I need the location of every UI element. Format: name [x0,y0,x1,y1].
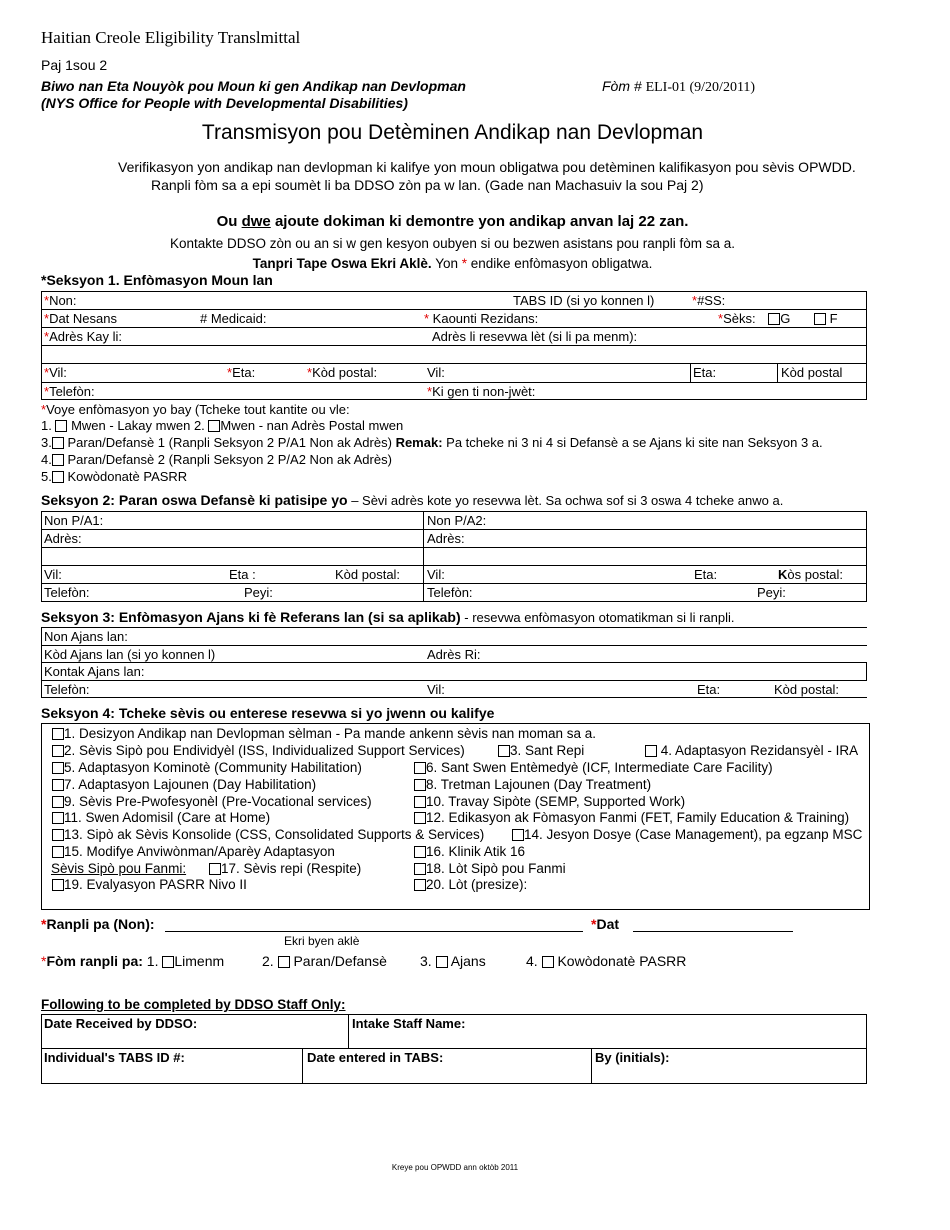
date-label [591,916,619,932]
form-code: ELI-01 (9/20/2011) [645,80,756,95]
agency-phone-field[interactable]: Telefòn: [44,682,90,697]
pa2-name-field[interactable]: Non P/A2: [427,513,487,528]
service-19-checkbox[interactable] [52,879,64,891]
asterisk: * [227,365,233,380]
home-address-field[interactable] [44,329,122,344]
filler-1-label: Limenm [174,953,225,969]
pa2-country-field[interactable]: Peyi: [757,585,786,600]
service-18-label: 18. Lòt Sipò pou Fanmi [426,861,566,876]
pa2-phone-field[interactable]: Telefòn: [427,585,473,600]
filler-4-number: 4. [526,953,542,969]
service-15-checkbox[interactable] [52,846,64,858]
send-option-4 [41,452,392,467]
opt1-label: Mwen - Lakay mwen [71,418,191,433]
completed-by-label [41,916,155,932]
service-11-checkbox[interactable] [52,812,64,824]
service-16 [414,844,525,859]
agency-state-field[interactable]: Eta: [697,682,721,697]
service-7 [52,777,316,792]
service-12-checkbox[interactable] [414,812,426,824]
service-1-checkbox[interactable] [52,728,64,740]
asterisk: * [41,916,47,932]
service-5-checkbox[interactable] [52,762,64,774]
service-6-checkbox[interactable] [414,762,426,774]
mail-city-field[interactable]: Vil: [427,365,445,380]
filler-4-label: Kowòdonatè PASRR [553,953,687,969]
opt5-label: Kowòdonatè PASRR [67,469,188,484]
pa2-zip-field[interactable] [778,567,843,582]
family-support-text: Sèvis Sipò pou Fanmi: [51,861,187,876]
opt5-checkbox[interactable] [52,471,64,483]
section4-title: Seksyon 4: Tcheke sèvis ou enterese resevwa si yo jwenn ou kalifye [41,705,495,721]
intake-staff-field[interactable]: Intake Staff Name: [352,1016,466,1031]
service-12 [414,810,849,825]
completed-by-text: Ranpli pa (Non): [46,916,155,932]
tabs-id-staff-field[interactable]: Individual's TABS ID #: [44,1050,185,1065]
pa1-address-field[interactable]: Adrès: [44,531,82,546]
service-1-label: 1. Desizyon Andikap nan Devlopman sèlman - Pa mande ankenn sèvis nan moman sa a. [64,726,597,741]
asterisk: * [718,311,724,326]
county-label: Kaounti Rezidans: [429,311,539,326]
service-13-label: 13. Sipò ak Sèvis Konsolide (CSS, Consolidated Supports & Services) [64,827,485,842]
filler-1-checkbox[interactable] [162,956,174,968]
phone-field[interactable] [44,384,95,399]
sex-female-checkbox[interactable] [814,313,826,325]
agency-name-field[interactable]: Non Ajans lan: [44,629,128,644]
service-4-label: 4. Adaptasyon Rezidansyèl - IRA [657,743,859,758]
service-14-label: 14. Jesyon Dosye (Case Management), pa egzanp MSC [524,827,863,842]
section2-note: – Sèvi adrès kote yo resevwa lèt. Sa ochwa sof si 3 oswa 4 tcheke anwo a. [347,493,784,508]
opt2-label: Mwen - nan Adrès Postal mwen [220,418,404,433]
section2-title [41,492,783,508]
notice-post: ajoute dokiman ki demontre yon andikap anvan laj 22 zan. [270,213,689,230]
city-label: Vil: [49,365,67,380]
zip-field[interactable] [307,365,377,380]
medicaid-field[interactable]: # Medicaid: [200,311,267,326]
pa1-state-field[interactable]: Eta : [229,567,256,582]
print-instructions [0,256,905,271]
service-2 [52,743,465,758]
print-post: endike enfòmasyon obligatwa. [467,256,653,271]
form-number [602,78,755,96]
section1-title [41,272,273,288]
agency-address-field[interactable]: Adrès Ri: [427,647,481,662]
opt3-label: Paran/Defansè 1 (Ranpli Seksyon 2 P/A1 Non ak Adrès) [67,435,392,450]
service-16-label: 16. Klinik Atik 16 [426,844,526,859]
service-7-label: 7. Adaptasyon Lajounen (Day Habilitation) [64,777,317,792]
sex-male-checkbox[interactable] [768,313,780,325]
sex-female-label: F [829,311,838,326]
service-4 [645,743,858,758]
notice-pre: Ou [216,213,242,230]
asterisk: * [591,916,597,932]
section1-title-text: Seksyon 1. Enfòmasyon Moun lan [46,272,273,288]
send-info-text: Voye enfòmasyon yo bay (Tcheke tout kantite ou vle: [46,402,350,417]
home-address-label: Adrès Kay li: [49,329,123,344]
service-15-label: 15. Modifye Anviwònman/Aparèy Adaptasyon [64,844,335,859]
service-3-label: 3. Sant Repi [510,743,585,758]
service-1 [52,726,596,741]
pa2-zip-label: òs postal: [787,567,844,582]
asterisk: * [41,402,47,417]
section3-title [41,609,734,625]
intro-line1: Verifikasyon yon andikap nan devlopman ki kalifye yon moun obligatwa pou detèminen kalifikasyon pou sèvis OPWDD. [118,159,856,175]
service-4-checkbox[interactable] [645,745,657,757]
form-completed-by [41,953,224,969]
service-18-checkbox[interactable] [414,863,426,875]
nickname-label: Ki gen ti non-jwèt: [432,384,536,399]
service-17-label: 17. Sèvis repi (Respite) [221,861,362,876]
birthdate-field[interactable] [44,311,117,326]
print-clearly-note: Ekri byen aklè [284,934,360,948]
filler-3-number: 3. [420,953,436,969]
opt1-checkbox[interactable] [55,420,67,432]
service-6 [414,760,773,775]
service-3-checkbox[interactable] [498,745,510,757]
ss-field[interactable] [692,293,725,308]
opt4-checkbox[interactable] [52,454,64,466]
asterisk: * [427,384,433,399]
office-line1: Biwo nan Eta Nouyòk pou Moun ki gen Andikap nan Devlopman [41,78,466,94]
family-support-label [51,861,186,876]
service-9-checkbox[interactable] [52,796,64,808]
service-14 [512,827,862,842]
pa2-address-field[interactable]: Adrès: [427,531,465,546]
county-field[interactable] [424,311,538,326]
agency-city-field[interactable]: Vil: [427,682,445,697]
send-option-3 [41,435,823,450]
service-17 [209,861,361,876]
form-completed-by-label: Fòm ranpli pa: [46,953,143,969]
filler-2-label: Paran/Defansè [289,953,387,969]
opt4-number: 4. [41,452,52,467]
date-entered-field[interactable]: Date entered in TABS: [307,1050,444,1065]
service-5-label: 5. Adaptasyon Kominotè (Community Habilitation) [64,760,362,775]
service-9 [52,794,372,809]
service-10-checkbox[interactable] [414,796,426,808]
service-17-checkbox[interactable] [209,863,221,875]
ddso-section-title: Following to be completed by DDSO Staff Only: [41,997,346,1012]
pa2-zip-k: K [778,567,788,582]
send-option-1-2 [41,418,403,433]
service-8-label: 8. Tretman Lajounen (Day Treatment) [426,777,652,792]
completed-by-line[interactable] [165,931,583,932]
name-label: Non: [49,293,77,308]
agency-contact-field[interactable]: Kontak Ajans lan: [44,664,145,679]
pa1-zip-field[interactable]: Kòd postal: [335,567,401,582]
service-13-checkbox[interactable] [52,829,64,841]
documentation-notice [0,213,905,230]
service-6-label: 6. Sant Swen Entèmedyè (ICF, Intermediate Care Facility) [426,760,773,775]
mail-zip-field[interactable]: Kòd postal [781,365,843,380]
pa1-phone-field[interactable]: Telefòn: [44,585,90,600]
asterisk: * [44,293,50,308]
office-line2: (NYS Office for People with Developmental Disabilities) [41,95,408,111]
filler-3-checkbox[interactable] [436,956,448,968]
sex-label: Sèks: [723,311,756,326]
asterisk: * [424,311,430,326]
pa2-state-field[interactable]: Eta: [694,567,718,582]
zip-label: Kòd postal: [312,365,378,380]
birthdate-label: Dat Nesans [49,311,117,326]
send-info-label [41,402,350,417]
service-3 [498,743,584,758]
service-2-label: 2. Sèvis Sipò pou Endividyèl (ISS, Individualized Support Services) [64,743,465,758]
mailing-address-field[interactable]: Adrès li resevwa lèt (si li pa menm): [432,329,638,344]
section2-title-text: Seksyon 2: Paran oswa Defansè ki patisipe yo [41,492,348,508]
send-option-5 [41,469,187,484]
sex-male-label: G [780,311,791,326]
service-7-checkbox[interactable] [52,779,64,791]
asterisk: * [44,365,50,380]
section1-asterisk: * [41,272,47,288]
service-20-checkbox[interactable] [414,879,426,891]
state-field[interactable] [227,365,255,380]
filler-3 [420,953,486,969]
contact-line: Kontakte DDSO zòn ou an si w gen kesyon oubyen si ou bezwen asistans pou ranpli fòm sa a. [169,236,736,251]
ss-label: #SS: [697,293,726,308]
opt3-number: 3. [41,435,52,450]
pa1-name-field[interactable]: Non P/A1: [44,513,104,528]
opt4-label: Paran/Defansè 2 (Ranpli Seksyon 2 P/A2 Non ak Adrès) [67,452,392,467]
service-18 [414,861,566,876]
footer-note: Kreye pou OPWDD ann oktòb 2011 [391,1163,519,1172]
opt5-number: 5. [41,469,52,484]
intro-line2: Ranpli fòm sa a epi soumèt li ba DDSO zòn pa w lan. (Gade nan Machasuiv la sou Paj 2) [151,177,704,193]
phone-label: Telefòn: [49,384,95,399]
service-14-checkbox[interactable] [512,829,524,841]
agency-code-field[interactable]: Kòd Ajans lan (si yo konnen l) [44,647,216,662]
section3-title-text: Seksyon 3: Enfòmasyon Ajans ki fè Referans lan (si sa aplikab) [41,609,461,625]
nickname-field[interactable] [427,384,535,399]
tabs-id-field[interactable]: TABS ID (si yo konnen l) [513,293,655,308]
date-line[interactable] [633,931,793,932]
form-label: Fòm # [602,78,642,94]
filler-3-label: Ajans [447,953,486,969]
date-received-field[interactable]: Date Received by DDSO: [44,1016,198,1031]
service-19 [52,877,247,892]
remark-label: Remak: [395,435,443,450]
sex-field [718,311,838,326]
filler-2 [262,953,387,969]
initials-field[interactable]: By (initials): [595,1050,670,1065]
opt2-checkbox[interactable] [208,420,220,432]
asterisk: * [44,311,50,326]
filler-2-checkbox[interactable] [278,956,290,968]
print-pre: Yon [431,256,462,271]
filler-1-number: 1. [142,953,163,969]
page-number: Paj 1sou 2 [41,57,108,73]
name-field[interactable] [44,293,77,308]
service-8 [414,777,651,792]
service-20 [414,877,527,892]
service-9-label: 9. Sèvis Pre-Pwofesyonèl (Pre-Vocational services) [64,794,372,809]
service-2-checkbox[interactable] [52,745,64,757]
service-12-label: 12. Edikasyon ak Fòmasyon Fanmi (FET, Family Education & Training) [426,810,850,825]
pa2-city-field[interactable]: Vil: [427,567,445,582]
pa1-country-field[interactable]: Peyi: [244,585,273,600]
eligibility-title: Haitian Creole Eligibility Translmittal [41,28,301,47]
notice-must: dwe [241,213,271,230]
service-15 [52,844,335,859]
mail-state-field[interactable]: Eta: [693,365,717,380]
service-5 [52,760,362,775]
service-11 [52,810,270,825]
filler-4 [526,953,686,969]
asterisk: * [44,384,50,399]
pa1-city-field[interactable]: Vil: [44,567,62,582]
agency-zip-field[interactable]: Kòd postal: [774,682,840,697]
asterisk: * [44,329,50,344]
required-asterisk: * [461,256,467,271]
page-title: Transmisyon pou Detèminen Andikap nan Devlopman [201,121,704,144]
service-16-checkbox[interactable] [414,846,426,858]
remark-text: Pa tcheke ni 3 ni 4 si Defansè a se Ajans ki site nan Seksyon 3 a. [442,435,823,450]
service-10-label: 10. Travay Sipòte (SEMP, Supported Work) [426,794,686,809]
service-13 [52,827,484,842]
section3-note: - resevwa enfòmasyon otomatikman si li ranpli. [460,610,735,625]
state-label: Eta: [232,365,256,380]
filler-2-number: 2. [262,953,278,969]
service-19-label: 19. Evalyasyon PASRR Nivo II [64,877,247,892]
opt2-number: 2. [193,418,205,433]
city-field[interactable] [44,365,67,380]
filler-4-checkbox[interactable] [542,956,554,968]
asterisk: * [307,365,313,380]
service-8-checkbox[interactable] [414,779,426,791]
service-20-label: 20. Lòt (presize): [426,877,528,892]
date-text: Dat [596,916,620,932]
service-11-label: 11. Swen Adomisil (Care at Home) [64,810,271,825]
service-10 [414,794,685,809]
asterisk: * [692,293,698,308]
opt1-number: 1. [41,418,52,433]
asterisk: * [41,953,47,969]
opt3-checkbox[interactable] [52,437,64,449]
print-bold: Tanpri Tape Oswa Ekri Aklè. [252,256,432,271]
